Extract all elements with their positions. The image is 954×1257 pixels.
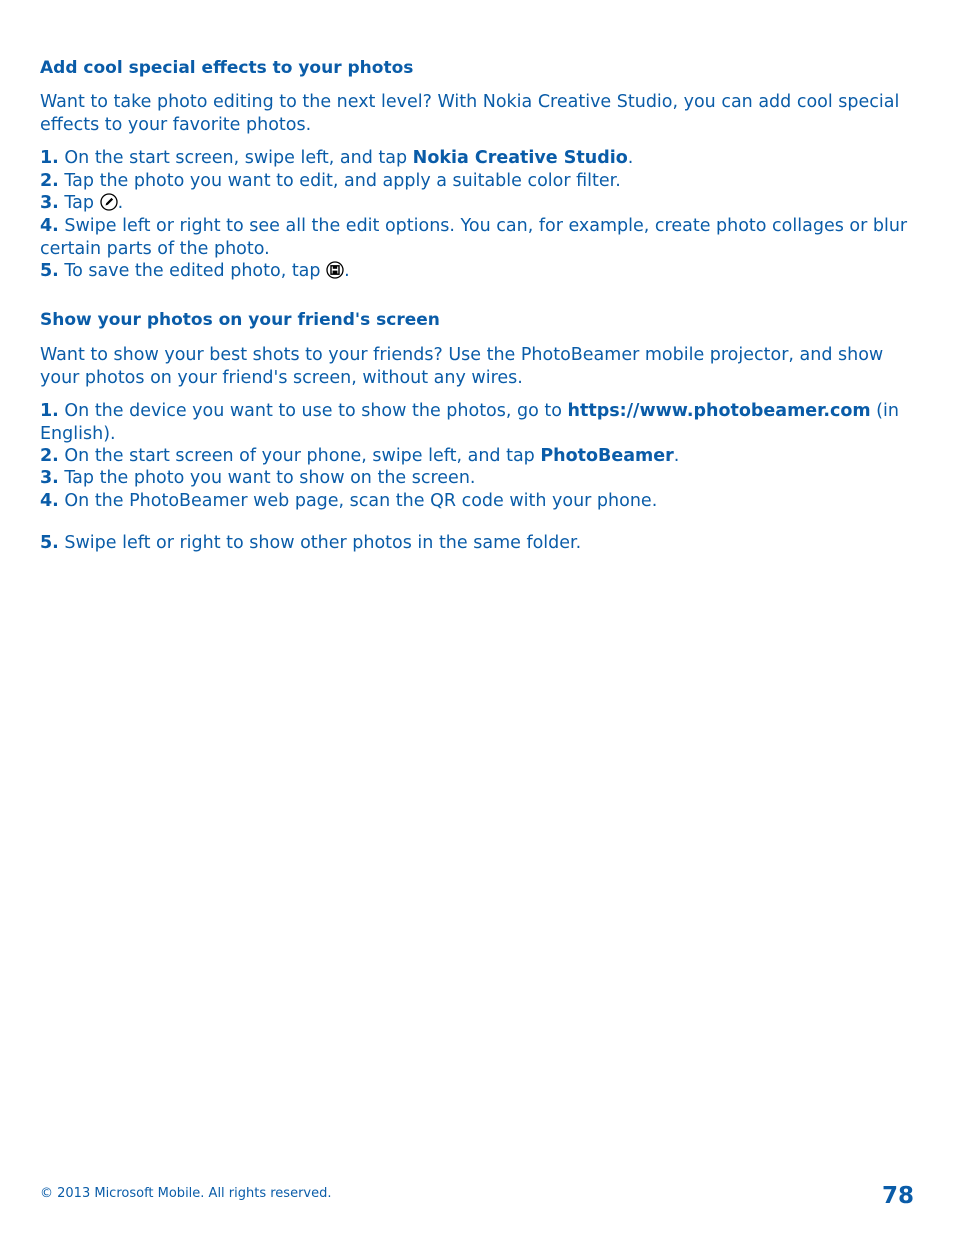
section-intro-photobeamer: Want to show your best shots to your friends? Use the PhotoBeamer mobile projector, and show your photos on your friend's screen, without any wires. xyxy=(40,345,884,388)
section-heading-photobeamer: Show your photos on your friend's screen xyxy=(40,310,440,330)
app-name-creative-studio: Nokia Creative Studio xyxy=(412,148,628,168)
step-text-end: . xyxy=(344,261,350,281)
section-heading-effects: Add cool special effects to your photos xyxy=(40,58,414,78)
step-text: To save the edited photo, tap xyxy=(58,261,327,281)
step-photobeamer-2 xyxy=(40,445,920,468)
app-name-photobeamer: PhotoBeamer xyxy=(540,446,674,466)
step-text-end: . xyxy=(627,148,634,168)
step-effects-3 xyxy=(40,192,920,215)
step-number: 5. xyxy=(40,533,59,553)
step-number: 4. xyxy=(40,216,59,236)
step-effects-5 xyxy=(40,260,920,283)
edit-icon xyxy=(100,193,118,211)
step-number: 5. xyxy=(40,261,59,281)
step-text-end: (in English). xyxy=(40,401,899,444)
step-text: On the start screen, swipe left, and tap xyxy=(58,148,413,168)
step-text: Swipe left or right to show other photos in the same folder. xyxy=(58,533,582,553)
step-number: 1. xyxy=(40,148,59,168)
save-icon xyxy=(326,261,344,279)
step-number: 1. xyxy=(40,401,59,421)
step-photobeamer-4 xyxy=(40,490,920,513)
section-intro-effects: Want to take photo editing to the next level? With Nokia Creative Studio, you can add cool special effects to your favorite photos. xyxy=(40,92,900,135)
step-number: 4. xyxy=(40,491,59,511)
step-number: 2. xyxy=(40,171,59,191)
step-effects-4 xyxy=(40,215,920,260)
page-number: 78 xyxy=(881,1183,914,1209)
step-photobeamer-3 xyxy=(40,467,920,490)
step-text-end: . xyxy=(673,446,680,466)
step-text: Tap the photo you want to edit, and apply a suitable color filter. xyxy=(58,171,621,191)
step-text: Swipe left or right to see all the edit options. You can, for example, create photo collages or blur certain parts of the photo. xyxy=(40,216,908,259)
step-effects-2 xyxy=(40,170,920,193)
step-text: Tap the photo you want to show on the screen. xyxy=(58,468,476,488)
step-number: 2. xyxy=(40,446,59,466)
step-text: On the device you want to use to show the photos, go to xyxy=(58,401,568,421)
step-effects-1 xyxy=(40,147,920,170)
step-number: 3. xyxy=(40,193,59,213)
step-photobeamer-5 xyxy=(40,532,920,555)
step-photobeamer-1 xyxy=(40,400,920,445)
photobeamer-link[interactable]: https://www.photobeamer.com xyxy=(567,401,871,421)
step-number: 3. xyxy=(40,468,59,488)
step-text: Tap xyxy=(58,193,100,213)
step-text: On the start screen of your phone, swipe left, and tap xyxy=(58,446,541,466)
copyright-notice: © 2013 Microsoft Mobile. All rights reserved. xyxy=(40,1186,332,1201)
step-text: On the PhotoBeamer web page, scan the QR code with your phone. xyxy=(58,491,658,511)
step-text-end: . xyxy=(117,193,124,213)
